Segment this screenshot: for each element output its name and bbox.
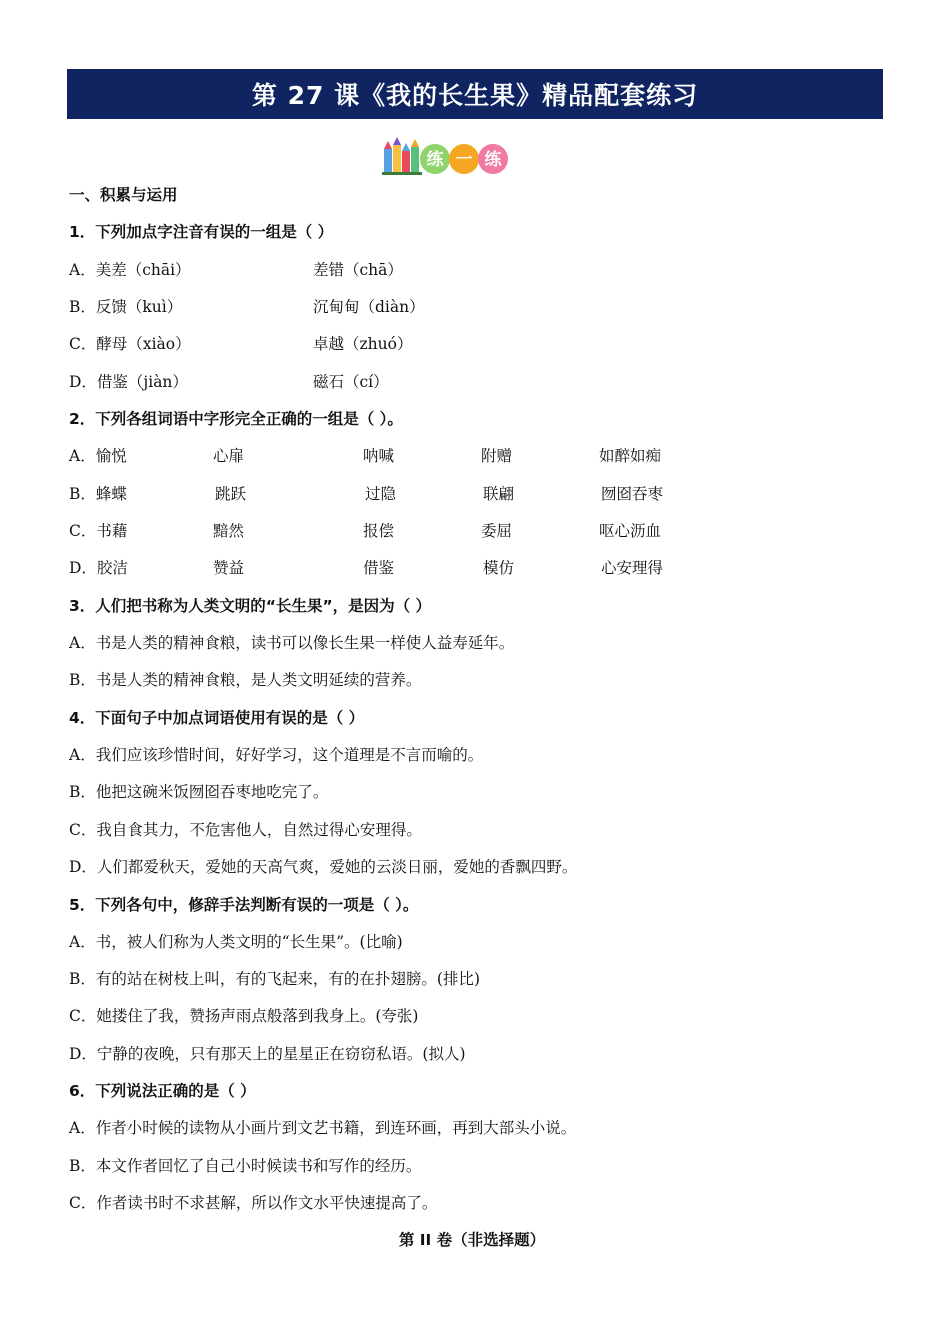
q2-d-word-3: 借鉴 [363, 559, 395, 577]
q6-option-c: C．作者读书时不求甚解，所以作文水平快速提高了。 [69, 1194, 438, 1212]
q3-option-b: B．书是人类的精神食粮，是人类文明延续的营养。 [69, 671, 422, 689]
q2-c-word-4: 委屈 [481, 522, 513, 540]
q1-option-b-2: 沉甸甸（diàn） [313, 298, 425, 316]
q1-option-d-1: D．借鉴（jiàn） [69, 373, 188, 391]
q2-b-word-2: 跳跃 [215, 485, 247, 503]
badge-char-2: 一 [455, 150, 473, 170]
q5-option-c: C．她搂住了我，赞扬声雨点般落到我身上。(夸张) [69, 1007, 419, 1025]
page-title: 第 27 课《我的长生果》精品配套练习 [67, 69, 883, 119]
q2-b-word-5: 囫囵吞枣 [601, 485, 664, 503]
q2-d-word-1: D．胶洁 [69, 559, 128, 577]
q2-d-word-4: 模仿 [483, 559, 515, 577]
q2-a-word-4: 附赠 [481, 447, 513, 465]
q2-a-word-2: 心扉 [213, 447, 245, 465]
q1-stem: 1．下列加点字注音有误的一组是（ ） [69, 223, 334, 241]
badge-char-3: 练 [484, 150, 502, 170]
q2-c-word-1: C．书藉 [69, 522, 128, 540]
badge-char-1: 练 [426, 150, 444, 170]
q2-d-word-2: 赞益 [213, 559, 245, 577]
q2-b-word-1: B．蜂蝶 [69, 485, 127, 503]
q2-d-word-5: 心安理得 [601, 559, 664, 577]
q2-a-word-3: 呐喊 [363, 447, 395, 465]
q3-option-a: A．书是人类的精神食粮，读书可以像长生果一样使人益寿延年。 [69, 634, 515, 652]
q5-option-b: B．有的站在树枝上叫，有的飞起来，有的在扑翅膀。(排比) [69, 970, 480, 988]
q1-option-b-1: B．反馈（kuì） [69, 298, 183, 316]
q4-option-b: B．他把这碗米饭囫囵吞枣地吃完了。 [69, 783, 329, 801]
lian-yi-lian-badge [380, 135, 515, 177]
pencil-building-icon [382, 137, 422, 175]
q2-c-word-3: 报偿 [363, 522, 395, 540]
q5-option-a: A．书，被人们称为人类文明的“长生果”。(比喻) [69, 933, 403, 951]
q6-option-a: A．作者小时候的读物从小画片到文艺书籍，到连环画，再到大部头小说。 [69, 1119, 577, 1137]
part-two-heading: 第 II 卷（非选择题） [398, 1231, 546, 1249]
q6-option-b: B．本文作者回忆了自己小时候读书和写作的经历。 [69, 1157, 422, 1175]
q1-option-a-1: A．美差（chāi） [69, 261, 191, 279]
q2-c-word-2: 黯然 [213, 522, 245, 540]
q1-option-c-2: 卓越（zhuó） [313, 335, 413, 353]
q1-option-a-2: 差错（chā） [313, 261, 403, 279]
q1-option-d-2: 磁石（cí） [313, 373, 389, 391]
section-heading: 一、积累与运用 [69, 186, 178, 204]
q2-a-word-5: 如醉如痴 [599, 447, 662, 465]
q2-stem: 2．下列各组词语中字形完全正确的一组是（ ）。 [69, 410, 403, 428]
q2-c-word-5: 呕心沥血 [599, 522, 662, 540]
q2-b-word-3: 过隐 [365, 485, 397, 503]
q4-option-a: A．我们应该珍惜时间，好好学习，这个道理是不言而喻的。 [69, 746, 484, 764]
q6-stem: 6．下列说法正确的是（ ） [69, 1082, 256, 1100]
q4-option-d: D．人们都爱秋天，爱她的天高气爽，爱她的云淡日丽，爱她的香飘四野。 [69, 858, 578, 876]
q2-b-word-4: 联翩 [483, 485, 515, 503]
q4-stem: 4．下面句子中加点词语使用有误的是（ ） [69, 709, 365, 727]
q4-option-c: C．我自食其力，不危害他人，自然过得心安理得。 [69, 821, 422, 839]
q3-stem: 3．人们把书称为人类文明的“长生果”，是因为（ ） [69, 597, 432, 615]
q5-stem: 5．下列各句中，修辞手法判断有误的一项是（ ）。 [69, 896, 419, 914]
q2-a-word-1: A．愉悦 [69, 447, 127, 465]
q5-option-d: D．宁静的夜晚，只有那天上的星星正在窃窃私语。(拟人) [69, 1045, 466, 1063]
q1-option-c-1: C．酵母（xiào） [69, 335, 191, 353]
